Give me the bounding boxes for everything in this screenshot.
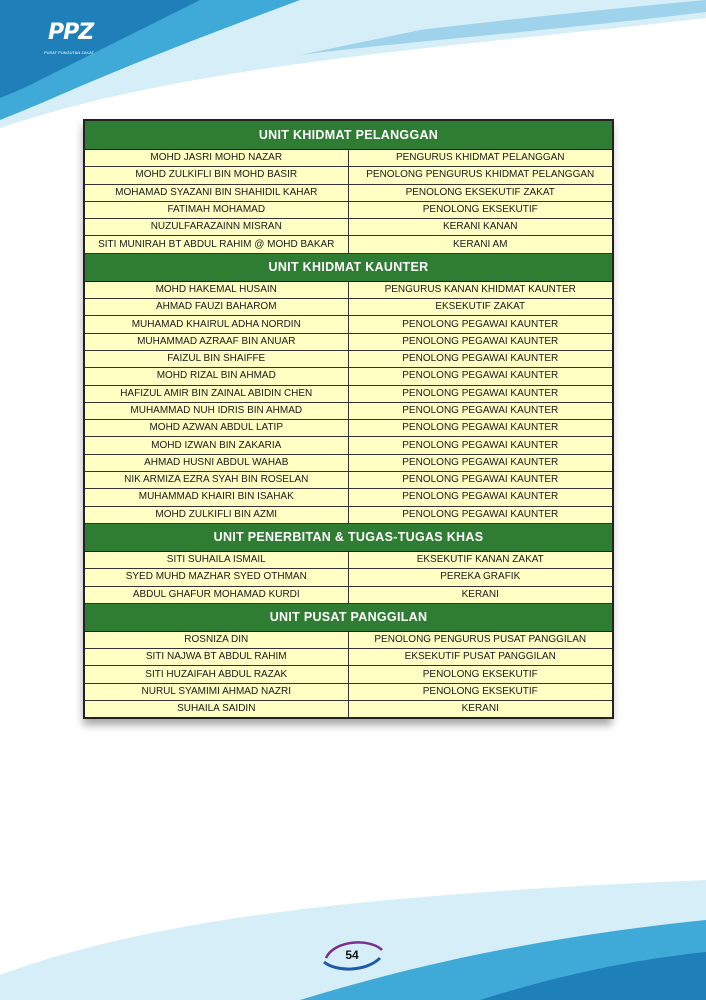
section-header-row (84, 603, 613, 631)
staff-name: MOHD AZWAN ABDUL LATIP (84, 420, 348, 437)
table-row (84, 402, 613, 419)
table-row (84, 649, 613, 666)
staff-position: PENOLONG PEGAWAI KAUNTER (348, 350, 613, 367)
ppz-logo: PPZ (48, 20, 94, 45)
table-row (84, 437, 613, 454)
staff-position: KERANI (348, 701, 613, 719)
page-number: 54 (345, 948, 359, 962)
staff-name: SITI HUZAIFAH ABDUL RAZAK (84, 666, 348, 683)
staff-position: PENOLONG PEGAWAI KAUNTER (348, 316, 613, 333)
table-row (84, 299, 613, 316)
table-row (84, 167, 613, 184)
staff-name: AHMAD HUSNI ABDUL WAHAB (84, 454, 348, 471)
staff-position: EKSEKUTIF PUSAT PANGGILAN (348, 649, 613, 666)
staff-name: NIK ARMIZA EZRA SYAH BIN ROSELAN (84, 472, 348, 489)
staff-position: PENOLONG PEGAWAI KAUNTER (348, 420, 613, 437)
staff-position: PENOLONG EKSEKUTIF (348, 666, 613, 683)
staff-name: SYED MUHD MAZHAR SYED OTHMAN (84, 569, 348, 586)
table-row (84, 506, 613, 523)
table-row (84, 683, 613, 700)
staff-name: NUZULFARAZAINN MISRAN (84, 219, 348, 236)
table-row (84, 454, 613, 471)
table-row (84, 569, 613, 586)
table-row (84, 219, 613, 236)
section-title: UNIT PENERBITAN & TUGAS-TUGAS KHAS (84, 523, 613, 551)
section-header-row (84, 120, 613, 150)
table-row (84, 316, 613, 333)
staff-name: FATIMAH MOHAMAD (84, 201, 348, 218)
staff-name: MOHD ZULKIFLI BIN AZMI (84, 506, 348, 523)
table-row (84, 586, 613, 603)
section-header-row (84, 523, 613, 551)
staff-name: SITI SUHAILA ISMAIL (84, 551, 348, 568)
staff-name: MUHAMAD KHAIRUL ADHA NORDIN (84, 316, 348, 333)
table-row (84, 350, 613, 367)
section-title: UNIT PUSAT PANGGILAN (84, 603, 613, 631)
table-row (84, 201, 613, 218)
table-row (84, 281, 613, 298)
staff-name: MOHD HAKEMAL HUSAIN (84, 281, 348, 298)
staff-name: MOHD JASRI MOHD NAZAR (84, 150, 348, 167)
staff-position: PENOLONG EKSEKUTIF ZAKAT (348, 184, 613, 201)
table-row (84, 368, 613, 385)
section-title: UNIT KHIDMAT PELANGGAN (84, 120, 613, 150)
staff-name: MUHAMMAD NUH IDRIS BIN AHMAD (84, 402, 348, 419)
staff-position: PENGURUS KANAN KHIDMAT KAUNTER (348, 281, 613, 298)
table-row (84, 472, 613, 489)
staff-name: MUHAMMAD KHAIRI BIN ISAHAK (84, 489, 348, 506)
table-row (84, 236, 613, 253)
staff-position: PENOLONG PEGAWAI KAUNTER (348, 489, 613, 506)
staff-position: PENOLONG PENGURUS PUSAT PANGGILAN (348, 631, 613, 648)
staff-name: AHMAD FAUZI BAHAROM (84, 299, 348, 316)
table-row (84, 385, 613, 402)
staff-position: KERANI (348, 586, 613, 603)
staff-name: MOHD IZWAN BIN ZAKARIA (84, 437, 348, 454)
table-row (84, 333, 613, 350)
staff-position: PENGURUS KHIDMAT PELANGGAN (348, 150, 613, 167)
staff-position: PEREKA GRAFIK (348, 569, 613, 586)
table-row (84, 701, 613, 719)
staff-position: PENOLONG PEGAWAI KAUNTER (348, 472, 613, 489)
table-row (84, 631, 613, 648)
ppz-logo-subtitle: PUSAT PUNGUTAN ZAKAT (44, 50, 94, 55)
staff-position: EKSEKUTIF ZAKAT (348, 299, 613, 316)
staff-position: KERANI AM (348, 236, 613, 253)
staff-name: SITI MUNIRAH BT ABDUL RAHIM @ MOHD BAKAR (84, 236, 348, 253)
table-row (84, 420, 613, 437)
staff-name: SITI NAJWA BT ABDUL RAHIM (84, 649, 348, 666)
staff-position: KERANI KANAN (348, 219, 613, 236)
staff-position: PENOLONG PEGAWAI KAUNTER (348, 385, 613, 402)
header-swoosh-decoration (0, 0, 706, 130)
staff-position: PENOLONG PEGAWAI KAUNTER (348, 454, 613, 471)
table-row (84, 184, 613, 201)
table-row (84, 489, 613, 506)
staff-name: NURUL SYAMIMI AHMAD NAZRI (84, 683, 348, 700)
staff-name: MOHAMAD SYAZANI BIN SHAHIDIL KAHAR (84, 184, 348, 201)
staff-name: SUHAILA SAIDIN (84, 701, 348, 719)
staff-name: ROSNIZA DIN (84, 631, 348, 648)
staff-position: PENOLONG EKSEKUTIF (348, 201, 613, 218)
staff-name: FAIZUL BIN SHAIFFE (84, 350, 348, 367)
section-header-row (84, 253, 613, 281)
staff-position: PENOLONG PEGAWAI KAUNTER (348, 368, 613, 385)
table-row (84, 150, 613, 167)
table-row (84, 551, 613, 568)
staff-position: PENOLONG PEGAWAI KAUNTER (348, 437, 613, 454)
staff-name: HAFIZUL AMIR BIN ZAINAL ABIDIN CHEN (84, 385, 348, 402)
staff-position: PENOLONG PENGURUS KHIDMAT PELANGGAN (348, 167, 613, 184)
staff-position: PENOLONG PEGAWAI KAUNTER (348, 506, 613, 523)
staff-name: MOHD ZULKIFLI BIN MOHD BASIR (84, 167, 348, 184)
staff-directory-table (83, 119, 612, 719)
table-row (84, 666, 613, 683)
staff-position: EKSEKUTIF KANAN ZAKAT (348, 551, 613, 568)
staff-name: ABDUL GHAFUR MOHAMAD KURDI (84, 586, 348, 603)
staff-name: MUHAMMAD AZRAAF BIN ANUAR (84, 333, 348, 350)
section-title: UNIT KHIDMAT KAUNTER (84, 253, 613, 281)
staff-position: PENOLONG EKSEKUTIF (348, 683, 613, 700)
staff-position: PENOLONG PEGAWAI KAUNTER (348, 333, 613, 350)
staff-position: PENOLONG PEGAWAI KAUNTER (348, 402, 613, 419)
staff-name: MOHD RIZAL BIN AHMAD (84, 368, 348, 385)
